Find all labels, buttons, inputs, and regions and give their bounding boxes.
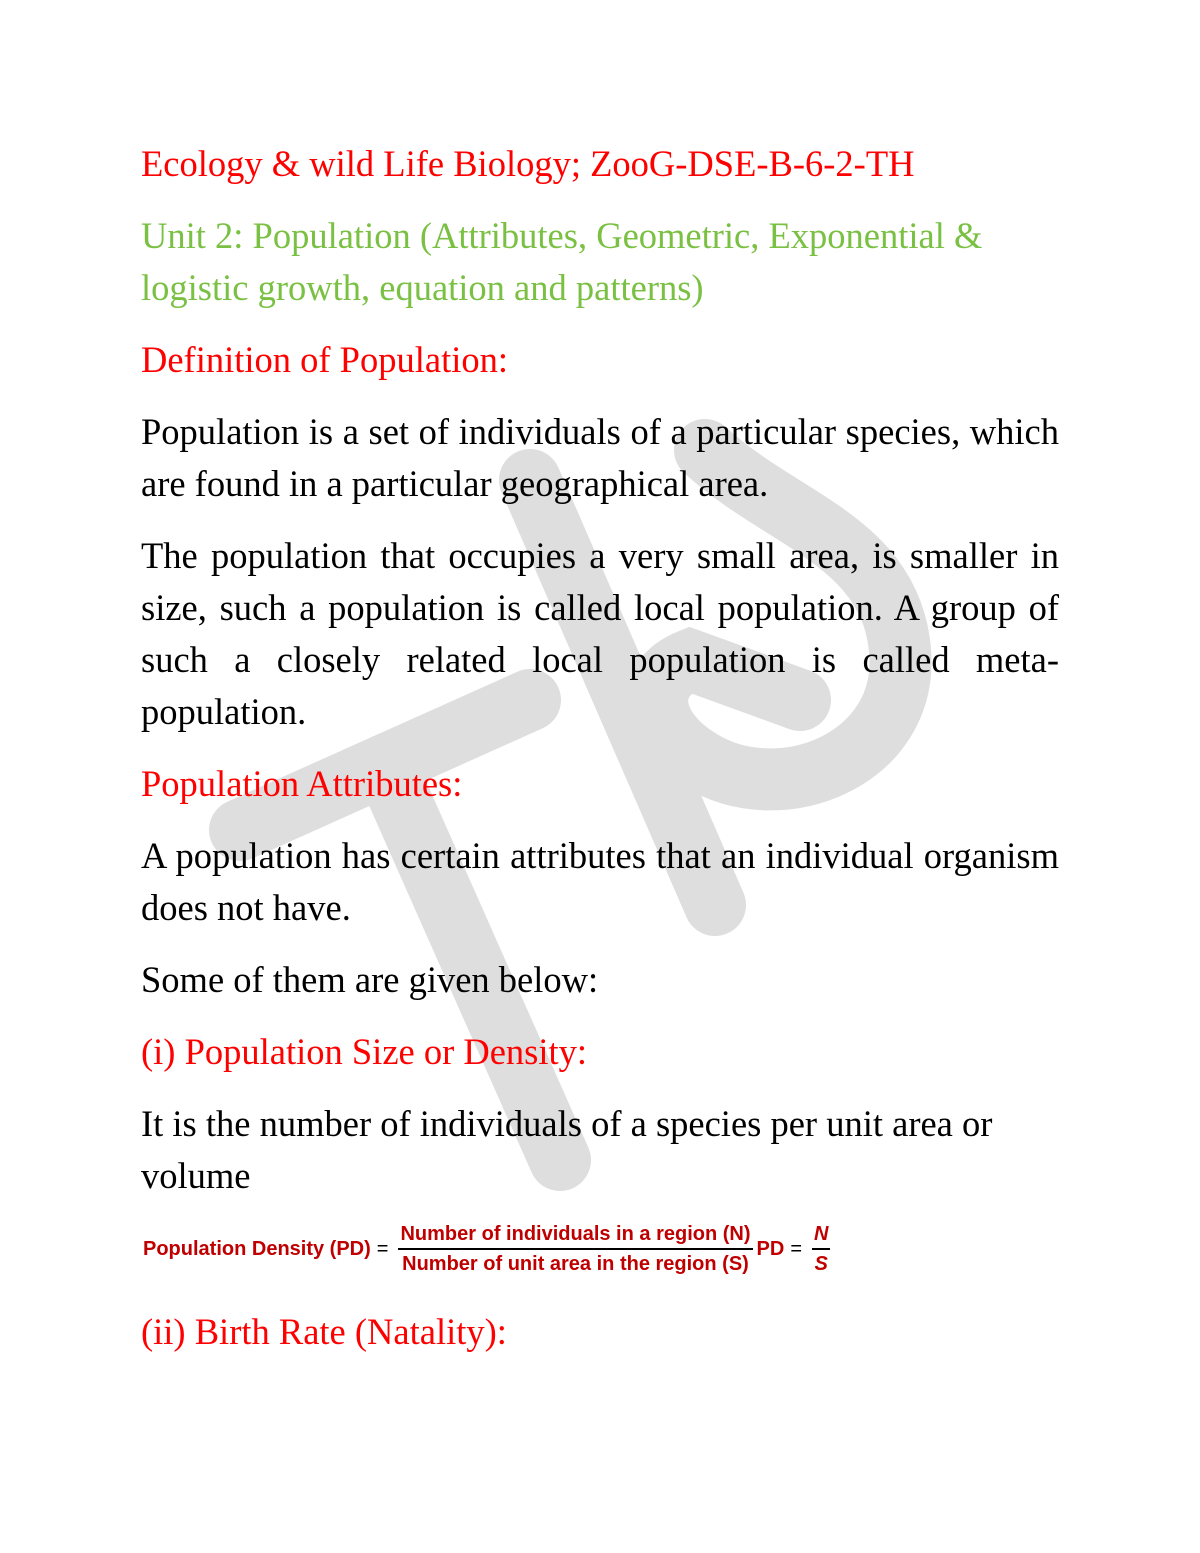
formula-short-denominator: S: [814, 1253, 828, 1275]
density-heading: (i) Population Size or Density:: [141, 1031, 588, 1072]
document-page: [141, 138, 1059, 1378]
formula-fraction: [398, 1222, 752, 1276]
birth-rate-heading: (ii) Birth Rate (Natality):: [141, 1311, 507, 1352]
local-population-paragraph: The population that occupies a very small area, is smaller in size, such a population is called local population. A group of such a closely related local population is called meta-population.: [141, 535, 1059, 732]
formula-numerator: Number of individuals in a region (N): [398, 1222, 752, 1250]
definition-heading: Definition of Population:: [141, 339, 508, 380]
attributes-paragraph: A population has certain attributes that an individual organism does not have.: [141, 835, 1059, 928]
unit-heading: Unit 2: Population (Attributes, Geometric, Exponential & logistic growth, equation and patterns): [141, 215, 983, 308]
formula-short-numerator: N: [812, 1222, 830, 1250]
formula-lhs: Population Density (PD): [143, 1238, 371, 1260]
formula-equals: =: [376, 1238, 389, 1260]
formula-short-equals: =: [790, 1238, 802, 1260]
density-formula: [143, 1222, 1059, 1276]
attributes-heading: Population Attributes:: [141, 763, 463, 804]
some-given-line: Some of them are given below:: [141, 959, 599, 1000]
formula-denominator: Number of unit area in the region (S): [402, 1253, 749, 1275]
definition-paragraph: Population is a set of individuals of a particular species, which are found in a particular geographical area.: [141, 411, 1059, 504]
formula-short-fraction: [812, 1222, 830, 1276]
formula-short-lhs: PD: [756, 1238, 785, 1260]
document-title: Ecology & wild Life Biology; ZooG-DSE-B-6-2-TH: [141, 143, 915, 184]
density-paragraph: It is the number of individuals of a species per unit area or volume: [141, 1103, 993, 1196]
